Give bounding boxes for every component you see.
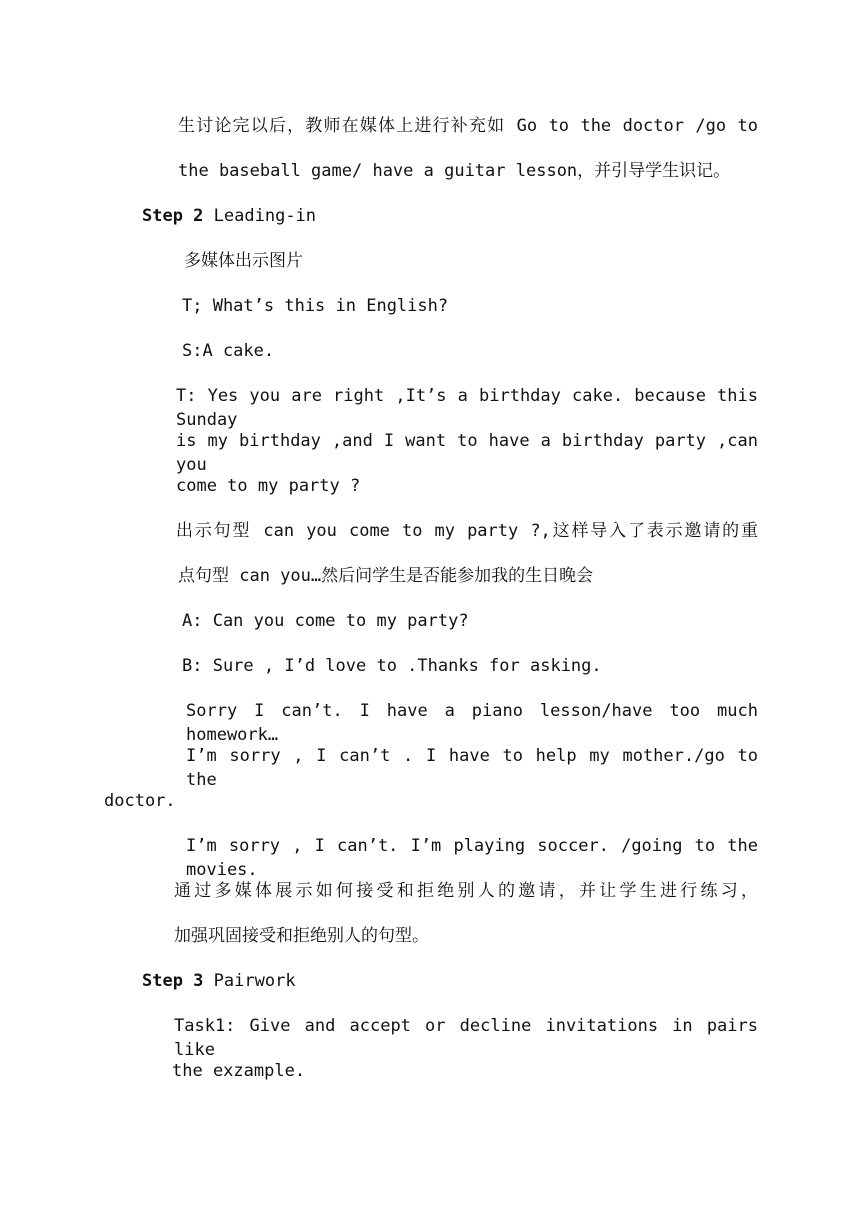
- step-3-heading: [142, 969, 296, 993]
- step-2-label: Step 2: [142, 206, 204, 226]
- step-3-label: Step 3: [142, 971, 204, 991]
- step-2-line: T: Yes you are right ,It’s a birthday cake. because this Sunday: [176, 386, 758, 430]
- step-2-line: Sorry I can’t. I have a piano lesson/have too much homework…: [186, 701, 758, 745]
- step-2-line: doctor.: [104, 791, 176, 811]
- step-2-line: 通过多媒体展示如何接受和拒绝别人的邀请，并让学生进行练习，: [174, 881, 758, 901]
- step-2-line: A: Can you come to my party?: [182, 611, 469, 631]
- step-2-line: I’m sorry , I can’t . I have to help my mother./go to the: [186, 746, 758, 790]
- step-2-line: 点句型 can you…然后问学生是否能参加我的生日晚会: [178, 566, 594, 586]
- step-2-line: S:A cake.: [182, 341, 275, 361]
- step-2-line: come to my party ?: [176, 476, 361, 496]
- step-3-line: Task1: Give and accept or decline invitations in pairs like: [174, 1016, 758, 1060]
- step-2-line: I’m sorry , I can’t. I’m playing soccer. /going to the movies.: [186, 836, 758, 880]
- step-3-title: Pairwork: [213, 971, 296, 991]
- step-2-line: T; What’s this in English?: [182, 296, 449, 316]
- intro-line-1: 生讨论完以后，教师在媒体上进行补充如 Go to the doctor /go to: [178, 116, 758, 136]
- step-2-title: Leading-in: [213, 206, 317, 226]
- step-2-line: 出示句型 can you come to my party ?,这样导入了表示邀请的重: [176, 521, 758, 541]
- step-2-line: B: Sure , I’d love to .Thanks for asking.: [182, 656, 602, 676]
- step-2-line: 加强巩固接受和拒绝别人的句型。: [174, 926, 429, 946]
- step-3-line: the exzample.: [172, 1061, 306, 1081]
- step-2-line: is my birthday ,and I want to have a birthday party ,can you: [176, 431, 758, 475]
- step-2-line: 多媒体出示图片: [184, 251, 303, 271]
- step-2-heading: [142, 204, 316, 228]
- intro-line-2: the baseball game/ have a guitar lesson，并引导学生识记。: [178, 161, 731, 181]
